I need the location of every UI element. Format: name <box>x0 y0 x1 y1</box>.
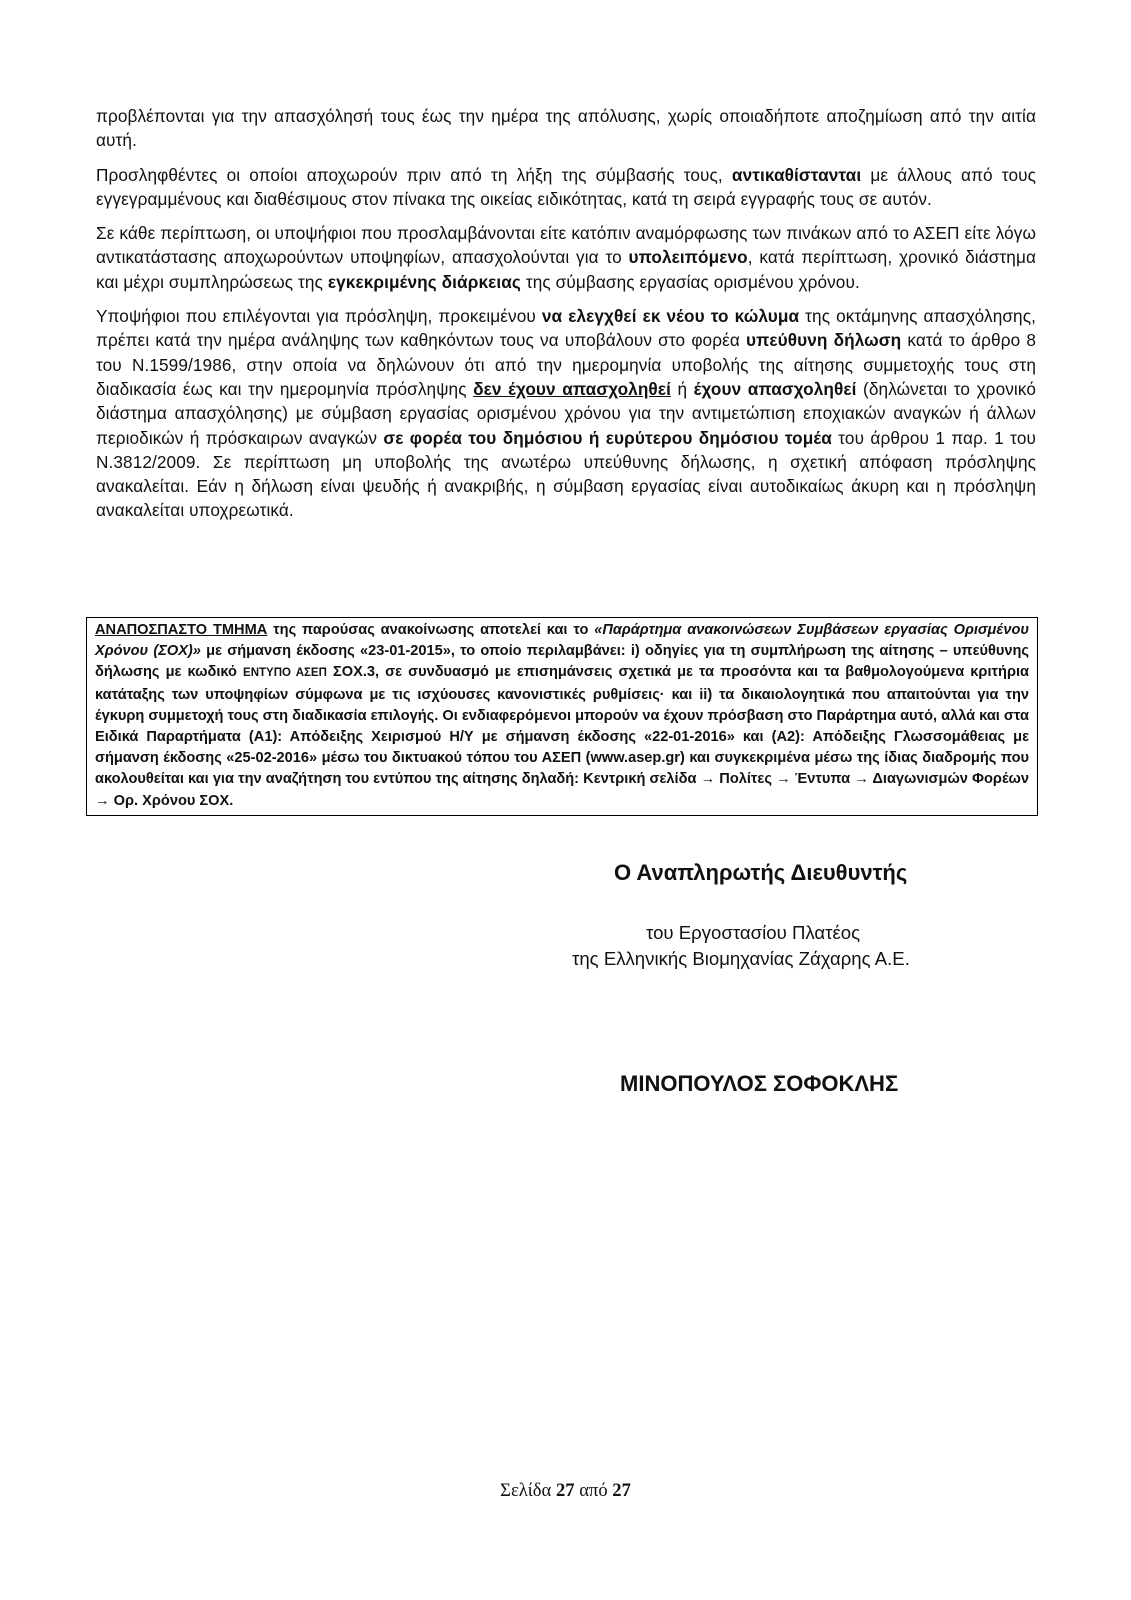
notice-box-form-label: ΕΝΤΥΠΟ ΑΣΕΠ <box>243 667 327 680</box>
total-pages-number: 27 <box>612 1480 631 1501</box>
of-label: από <box>579 1480 608 1501</box>
notice-box-annex-title: «Παράρτημα ανακοινώσεων Συμβάσεων εργασίας Ορισμένου Χρόνου (ΣΟΧ)» <box>95 622 1030 660</box>
paragraph-1-text: προβλέπονται για την απασχόλησή τους έως την ημέρα της απόλυσης, χωρίς οποιαδήποτε αποζημίωση από την αιτία αυτή. <box>96 106 1036 151</box>
signature-org-line-1: του Εργοστασίου Πλατέος <box>646 922 861 943</box>
current-page-number: 27 <box>555 1480 575 1501</box>
path-step-body-competitions: Διαγωνισμών Φορέων <box>872 771 1029 788</box>
paragraph-4-bold: να ελεγχθεί εκ νέου το κώλυμα <box>541 306 800 327</box>
arrow-right-icon: → <box>700 771 716 788</box>
paragraph-4-text: (δηλώνεται το χρονικό διάστημα απασχόλησης) με σύμβαση εργασίας ορισμένου χρόνου για την αντιμετώπιση εποχιακών αναγκών ή άλλων περιοδικών ή πρόσκαιρων αναγκών <box>96 378 1036 448</box>
path-step-home: Κεντρική σελίδα <box>583 771 697 788</box>
paragraph-2-text: Προσληφθέντες οι οποίοι αποχωρούν πριν από τη λήξη της σύμβασής τους, <box>96 164 732 185</box>
paragraph-4 <box>96 304 1036 523</box>
signature-title: Ο Αναπληρωτής Διευθυντής <box>614 860 908 885</box>
arrow-right-icon: → <box>95 792 110 809</box>
paragraph-2 <box>96 163 1036 212</box>
notice-box-heading: ΑΝΑΠΟΣΠΑΣΤΟ ΤΜΗΜΑ <box>95 622 268 638</box>
notice-box-text-part: της παρούσας ανακοίνωσης αποτελεί και το <box>267 622 595 638</box>
signature-org-line-2: της Ελληνικής Βιομηχανίας Ζάχαρης Α.Ε. <box>572 948 910 969</box>
arrow-right-icon: → <box>776 771 791 788</box>
paragraph-4-text: της οκτάμηνης απασχόλησης, πρέπει κατά την ημέρα ανάληψης των καθηκόντων τους να υποβάλουν στο φορέα <box>96 306 1036 351</box>
paragraph-4-bold: έχουν απασχοληθεί <box>693 378 857 399</box>
paragraph-3-text: της σύμβασης εργασίας ορισμένου χρόνου. <box>520 271 860 292</box>
path-step-fixed-term: Ορ. Χρόνου ΣΟΧ. <box>113 792 234 809</box>
notice-box-text-part: με σήμανση έκδοσης «23-01-2015», το οποίο περιλαμβάνει: i) οδηγίες για τη συμπλήρωση της αίτησης – υπεύθυνης δήλωσης με κωδικό <box>95 643 1029 681</box>
paragraph-2-bold: αντικαθίστανται <box>731 164 862 185</box>
path-step-forms: Έντυπα <box>794 771 851 788</box>
paragraph-4-text: του άρθρου 1 παρ. 1 του Ν.3812/2009. Σε περίπτωση μη υποβολής της ανωτέρω υπεύθυνης δήλωσης, η σχετική απόφαση πρόσληψης ανακαλείται. Εάν η δήλωση είναι ψευδής ή ανακριβής, η σύμβαση εργασίας είναι αυτοδικαίως άκυρη και η πρόσληψη ανακαλείται υποχρεωτικά. <box>96 427 1036 521</box>
paragraph-3-bold: υπολειπόμενο <box>628 247 748 268</box>
paragraph-3 <box>96 221 1036 294</box>
notice-box-text-part: ΣΟΧ.3, σε συνδυασμό με επισημάνσεις σχετικά με τα προσόντα και τα βαθμολογούμενα κριτήρια κατάταξης των υποψηφίων σύμφωνα με τις ισχύουσες κανονιστικές ρυθμίσεις· και ii) τα δικαιολογητικά που απαιτούνται για την έγκυρη συμμετοχή τους στη διαδικασία επιλογής. Οι ενδιαφερόμενοι μπορούν να έχουν πρόσβαση στο Παράρτημα αυτό, αλλά και στα Ειδικά Παραρτήματα (Α1): Απόδειξης Χειρισμού Η/Υ με σήμανση έκδοσης «22-01-2016» και (Α2): Απόδειξης Γλωσσομάθειας με σήμανση έκδοσης «25-02-2016» μέσω του δικτυακού τόπου του ΑΣΕΠ (www.asep.gr) και συγκεκριμένα μέσω της ίδιας διαδρομής που ακολουθείται και για την αναζήτηση του εντύπου της αίτησης δηλαδή: <box>95 664 1030 788</box>
paragraph-4-text: Υποψήφιοι που επιλέγονται για πρόσληψη, προκειμένου <box>96 306 542 327</box>
paragraph-4-bold-underlined: δεν έχουν απασχοληθεί <box>473 378 671 399</box>
paragraph-3-bold: εγκεκριμένης διάρκειας <box>327 271 521 292</box>
page-label: Σελίδα <box>500 1480 552 1501</box>
paragraph-4-text: ή <box>670 378 694 399</box>
signatory-name: ΜΙΝΟΠΟΥΛΟΣ ΣΟΦΟΚΛΗΣ <box>620 1071 899 1096</box>
paragraph-1 <box>96 104 1036 153</box>
paragraph-2-text: με άλλους από τους εγγεγραμμένους και διαθέσιμους στον πίνακα της οικείας ειδικότητας, κατά τη σειρά εγγραφής τους σε αυτόν. <box>96 164 1036 209</box>
notice-box-text <box>95 620 1029 812</box>
body-text <box>96 104 1036 533</box>
page-footer <box>0 1480 1131 1502</box>
paragraph-4-text: κατά το άρθρο 8 του Ν.1599/1986, στην οποία να δηλώνουν ότι από την ημερομηνία υποβολής της αίτησης συμμετοχής τους στη διαδικασία έως και την ημερομηνία πρόσληψης <box>96 330 1037 399</box>
path-step-citizens: Πολίτες <box>719 771 772 788</box>
paragraph-3-text: Σε κάθε περίπτωση, οι υποψήφιοι που προσλαμβάνονται είτε κατόπιν αναμόρφωσης των πινάκων από το ΑΣΕΠ είτε λόγω αντικατάστασης αποχωρούντων υποψηφίων, απασχολούνται για το <box>96 223 1036 268</box>
notice-box <box>86 617 1038 816</box>
paragraph-4-bold: υπεύθυνη δήλωση <box>746 330 902 351</box>
arrow-right-icon: → <box>854 771 869 788</box>
paragraph-3-text: , κατά περίπτωση, χρονικό διάστημα και μέχρι συμπληρώσεως της <box>96 247 1037 292</box>
paragraph-4-bold: σε φορέα του δημόσιου ή ευρύτερου δημόσιου τομέα <box>383 427 832 448</box>
